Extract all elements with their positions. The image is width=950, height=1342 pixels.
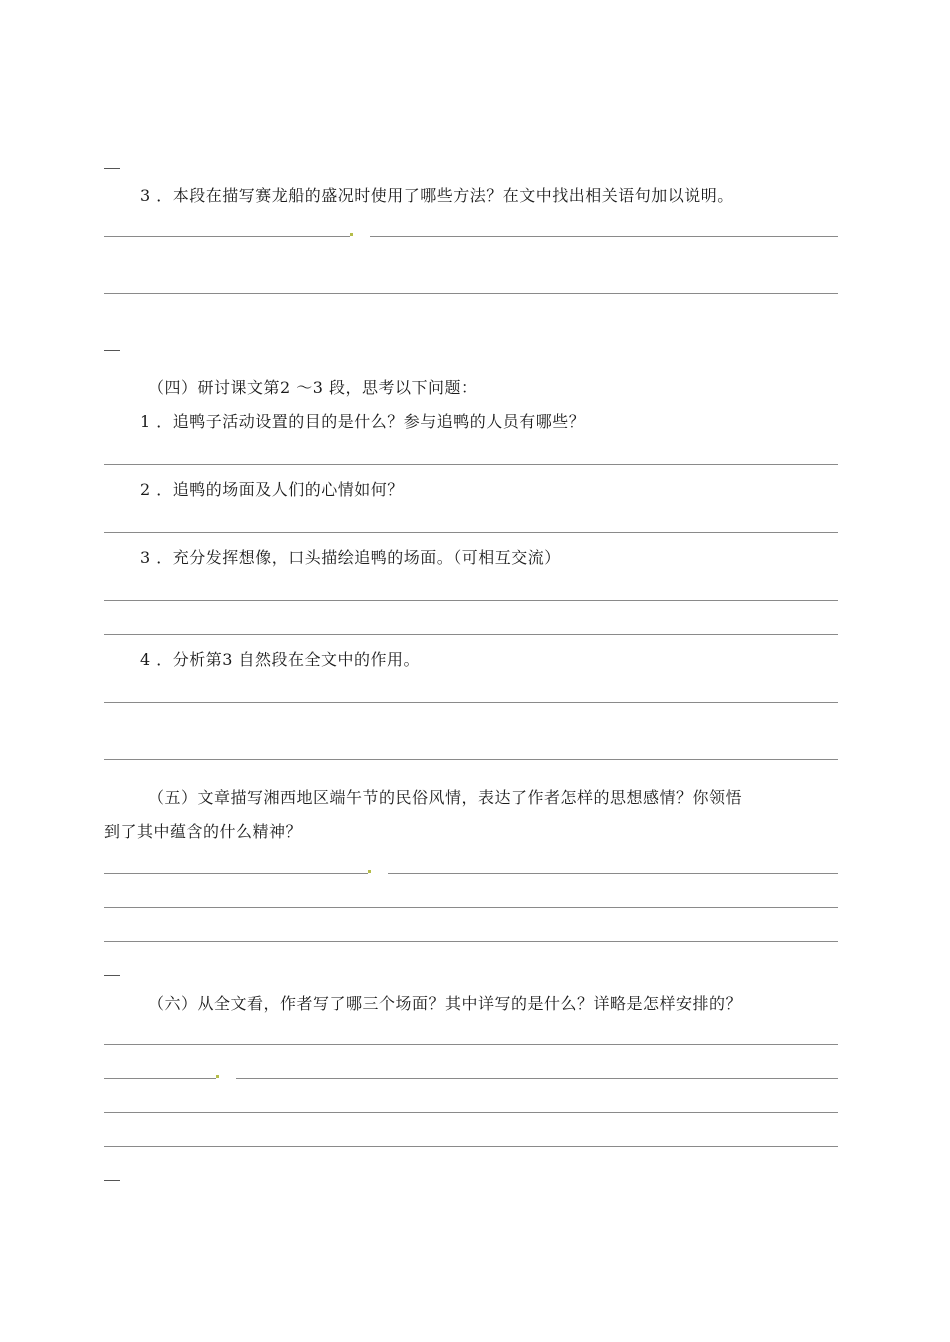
section-six-heading: （六）从全文看，作者写了哪三个场面？其中详写的是什么？详略是怎样安排的？ (148, 994, 743, 1013)
marker-dot (368, 870, 371, 873)
answer-line[interactable] (104, 1044, 838, 1045)
answer-line[interactable] (104, 532, 838, 533)
answer-line[interactable] (104, 1146, 838, 1147)
question-3-ornamental-methods: 3 ．本段在描写赛龙船的盛况时使用了哪些方法？在文中找出相关语句加以说明。 (140, 186, 734, 205)
answer-line[interactable] (104, 941, 838, 942)
question-4-4: 4 ．分析第3 自然段在全文中的作用。 (140, 650, 421, 669)
answer-line[interactable] (104, 1078, 216, 1079)
section-four-heading: （四）研讨课文第2 ～3 段，思考以下问题： (148, 378, 478, 397)
marker-dot (216, 1075, 219, 1078)
answer-line[interactable] (104, 1112, 838, 1113)
question-4-2: 2 ．追鸭的场面及人们的心情如何？ (140, 480, 404, 499)
answer-line[interactable] (104, 464, 838, 465)
answer-line[interactable] (388, 873, 838, 874)
section-five-line-2: 到了其中蕴含的什么精神？ (104, 822, 303, 841)
marker-dot (350, 233, 353, 236)
answer-line[interactable] (104, 634, 838, 635)
answer-line[interactable] (104, 759, 838, 760)
answer-line[interactable] (104, 702, 838, 703)
answer-line[interactable] (236, 1078, 838, 1079)
answer-line[interactable] (104, 293, 838, 294)
section-end-mark (104, 975, 120, 976)
answer-line[interactable] (104, 600, 838, 601)
section-end-mark (104, 168, 120, 169)
answer-line[interactable] (370, 236, 838, 237)
section-end-mark (104, 1180, 120, 1181)
question-4-3: 3 ．充分发挥想像，口头描绘追鸭的场面。（可相互交流） (140, 548, 561, 567)
section-five-line-1: （五）文章描写湘西地区端午节的民俗风情，表达了作者怎样的思想感情？你领悟 (148, 788, 743, 807)
answer-line[interactable] (104, 907, 838, 908)
section-end-mark (104, 350, 120, 351)
answer-line[interactable] (104, 873, 368, 874)
answer-line[interactable] (104, 236, 350, 237)
question-4-1: 1 ．追鸭子活动设置的目的是什么？参与追鸭的人员有哪些？ (140, 412, 586, 431)
